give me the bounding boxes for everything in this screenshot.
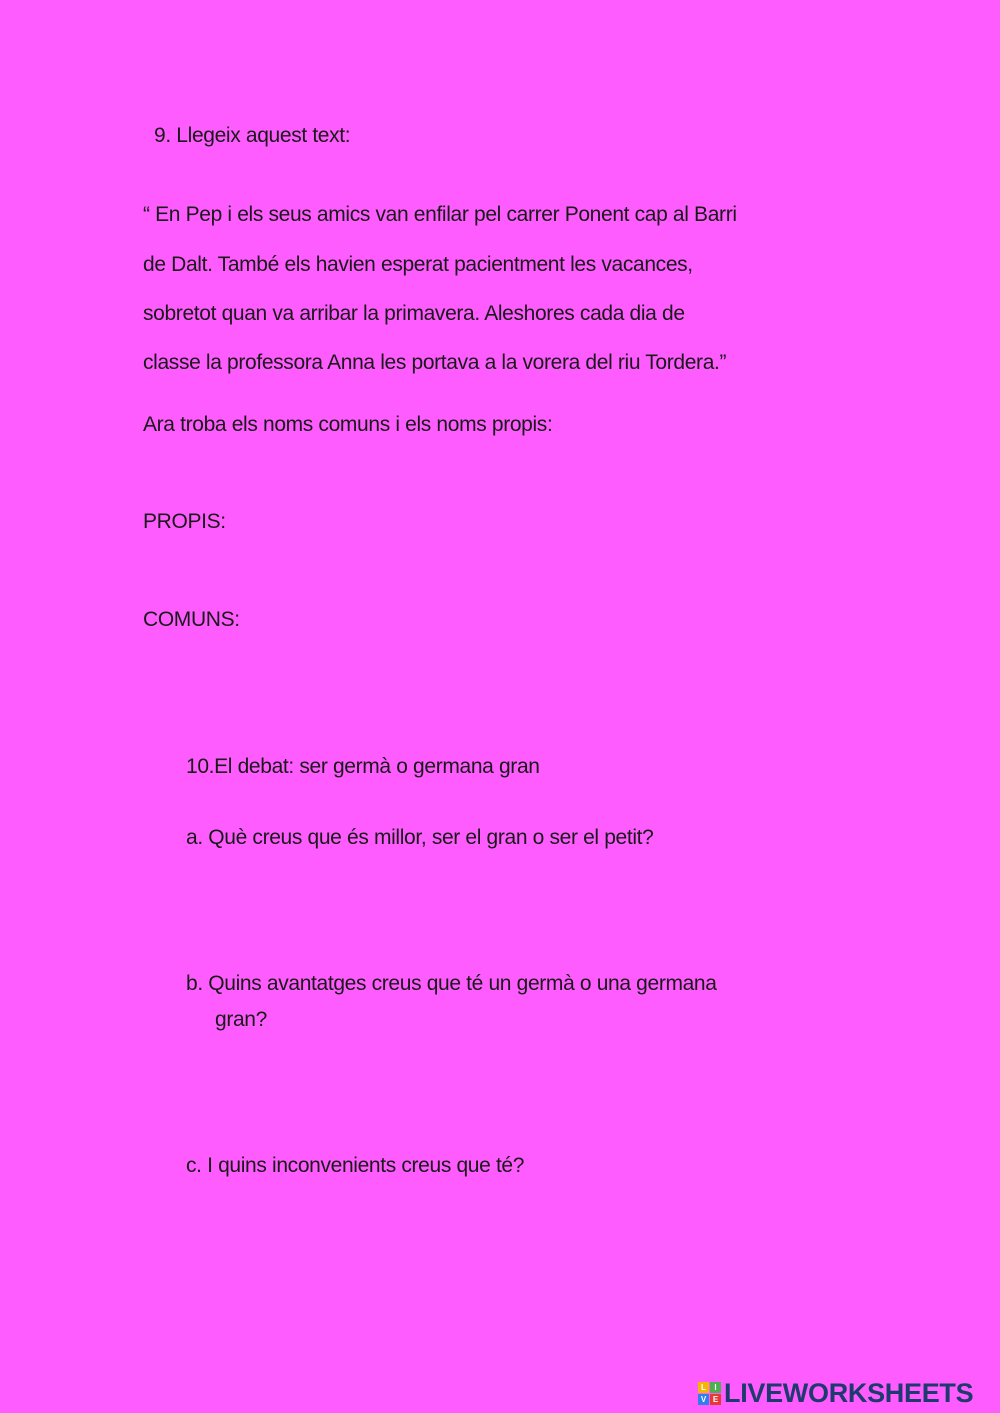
question-10b-cont: gran? bbox=[215, 1008, 267, 1031]
propis-label: PROPIS: bbox=[143, 510, 226, 533]
logo-text: LIVEWORKSHEETS bbox=[724, 1378, 974, 1408]
logo-block: I bbox=[710, 1382, 721, 1393]
question-10-heading: 10.El debat: ser germà o germana gran bbox=[186, 755, 540, 778]
comuns-label: COMUNS: bbox=[143, 608, 240, 631]
logo-block: V bbox=[698, 1394, 709, 1405]
liveworksheets-logo bbox=[698, 1378, 973, 1409]
question-10b: b. Quins avantatges creus que té un germà o una germana bbox=[186, 972, 717, 995]
question-10a: a. Què creus que és millor, ser el gran o ser el petit? bbox=[186, 826, 654, 849]
passage-line: “ En Pep i els seus amics van enfilar pel carrer Ponent cap al Barri bbox=[143, 203, 737, 226]
logo-blocks-icon bbox=[698, 1382, 721, 1405]
passage-line: classe la professora Anna les portava a la vorera del riu Tordera.” bbox=[143, 351, 727, 374]
passage-line: sobretot quan va arribar la primavera. Aleshores cada dia de bbox=[143, 302, 685, 325]
instruction: Ara troba els noms comuns i els noms propis: bbox=[143, 413, 553, 436]
question-9-heading: 9. Llegeix aquest text: bbox=[154, 124, 351, 147]
logo-block: L bbox=[698, 1382, 709, 1393]
passage-line: de Dalt. També els havien esperat pacientment les vacances, bbox=[143, 253, 693, 276]
question-10c: c. I quins inconvenients creus que té? bbox=[186, 1154, 525, 1177]
logo-block: E bbox=[710, 1394, 721, 1405]
